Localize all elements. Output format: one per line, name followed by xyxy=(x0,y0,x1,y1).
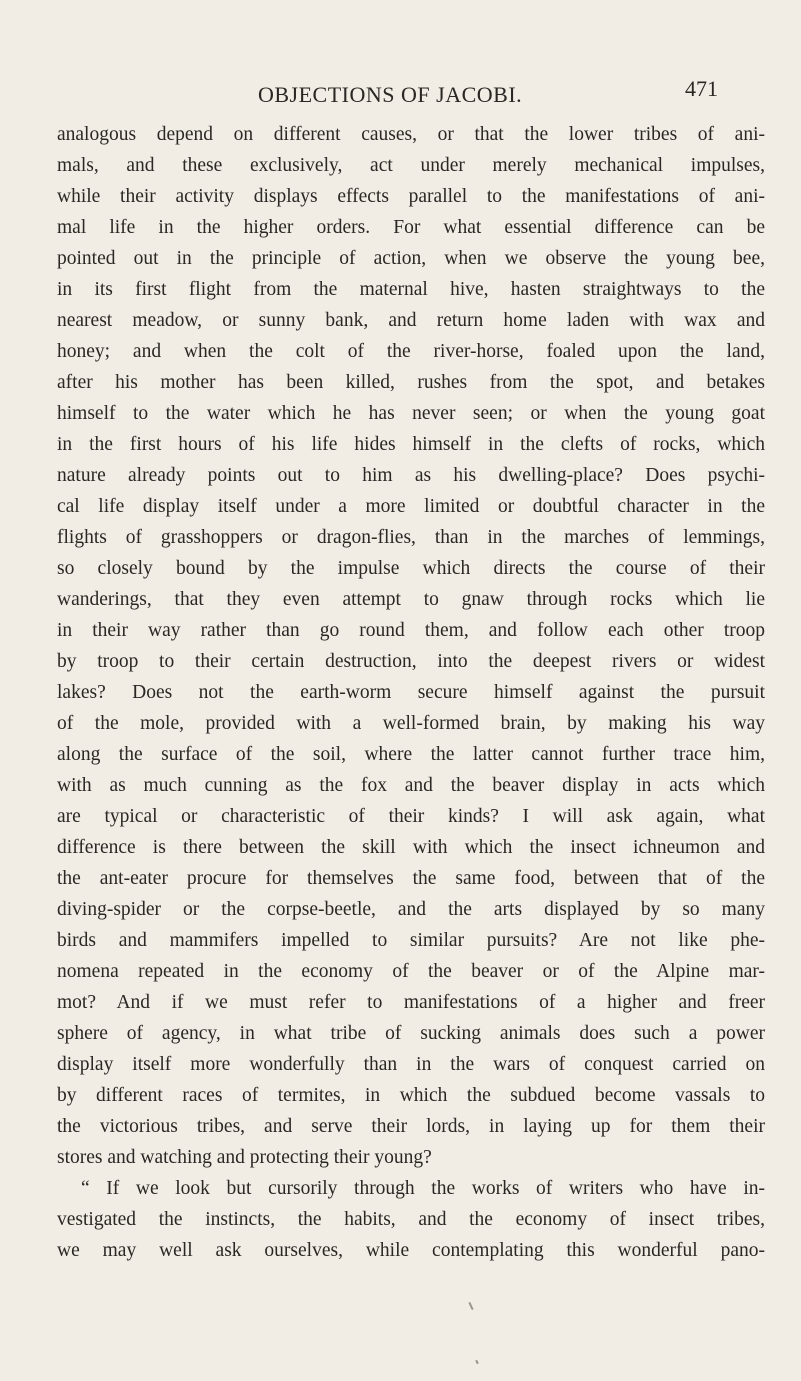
text-line: in the first hours of his life hides himself in the clefts of rocks, which xyxy=(57,434,765,455)
text-line: are typical or characteristic of their kinds? I will ask again, what xyxy=(57,806,765,827)
text-line: difference is there between the skill with which the insect ichneumon and xyxy=(57,837,765,858)
running-head xyxy=(0,76,801,112)
text-line: cal life display itself under a more limited or doubtful character in the xyxy=(57,496,765,517)
text-line: honey; and when the colt of the river-horse, foaled upon the land, xyxy=(57,341,765,362)
text-line: diving-spider or the corpse-beetle, and the arts displayed by so many xyxy=(57,899,765,920)
text-line: wanderings, that they even attempt to gnaw through rocks which lie xyxy=(57,589,765,610)
text-line: after his mother has been killed, rushes from the spot, and betakes xyxy=(57,372,765,393)
text-line: lakes? Does not the earth-worm secure himself against the pursuit xyxy=(57,682,765,703)
text-line: himself to the water which he has never seen; or when the young goat xyxy=(57,403,765,424)
text-line: along the surface of the soil, where the latter cannot further trace him, xyxy=(57,744,765,765)
text-line: mal life in the higher orders. For what essential difference can be xyxy=(57,217,765,238)
text-line: flights of grasshoppers or dragon-flies, than in the marches of lemmings, xyxy=(57,527,765,548)
text-line: by different races of termites, in which the subdued become vassals to xyxy=(57,1085,765,1106)
paper-speck xyxy=(475,1360,479,1364)
text-line: nearest meadow, or sunny bank, and return home laden with wax and xyxy=(57,310,765,331)
text-line: in their way rather than go round them, and follow each other troop xyxy=(57,620,765,641)
text-line: the ant-eater procure for themselves the same food, between that of the xyxy=(57,868,765,889)
text-line: in its first flight from the maternal hive, hasten straightways to the xyxy=(57,279,765,300)
text-line: nomena repeated in the economy of the beaver or of the Alpine mar- xyxy=(57,961,765,982)
text-line: analogous depend on different causes, or that the lower tribes of ani- xyxy=(57,124,765,145)
text-line: pointed out in the principle of action, when we observe the young bee, xyxy=(57,248,765,269)
text-line: of the mole, provided with a well-formed brain, by making his way xyxy=(57,713,765,734)
text-line: while their activity displays effects parallel to the manifestations of ani- xyxy=(57,186,765,207)
running-title: OBJECTIONS OF JACOBI. xyxy=(258,82,523,107)
body-text xyxy=(57,119,765,1266)
text-line: mot? And if we must refer to manifestations of a higher and freer xyxy=(57,992,765,1013)
text-line: sphere of agency, in what tribe of sucking animals does such a power xyxy=(57,1023,765,1044)
text-line: birds and mammifers impelled to similar pursuits? Are not like phe- xyxy=(57,930,765,951)
text-line: the victorious tribes, and serve their lords, in laying up for them their xyxy=(57,1116,765,1137)
text-line: nature already points out to him as his dwelling-place? Does psychi- xyxy=(57,465,765,486)
page-number: 471 xyxy=(685,76,718,101)
text-line: stores and watching and protecting their young? xyxy=(57,1147,432,1168)
text-line: display itself more wonderfully than in the wars of conquest carried on xyxy=(57,1054,765,1075)
text-line: we may well ask ourselves, while contemplating this wonderful pano- xyxy=(57,1240,765,1261)
text-line: mals, and these exclusively, act under merely mechanical impulses, xyxy=(57,155,765,176)
text-line: “ If we look but cursorily through the works of writers who have in- xyxy=(81,1178,765,1199)
text-line: with as much cunning as the fox and the beaver display in acts which xyxy=(57,775,765,796)
text-line: vestigated the instincts, the habits, and the economy of insect tribes, xyxy=(57,1209,765,1230)
text-line: so closely bound by the impulse which directs the course of their xyxy=(57,558,765,579)
paper-speck xyxy=(468,1302,473,1310)
text-line: by troop to their certain destruction, into the deepest rivers or widest xyxy=(57,651,765,672)
